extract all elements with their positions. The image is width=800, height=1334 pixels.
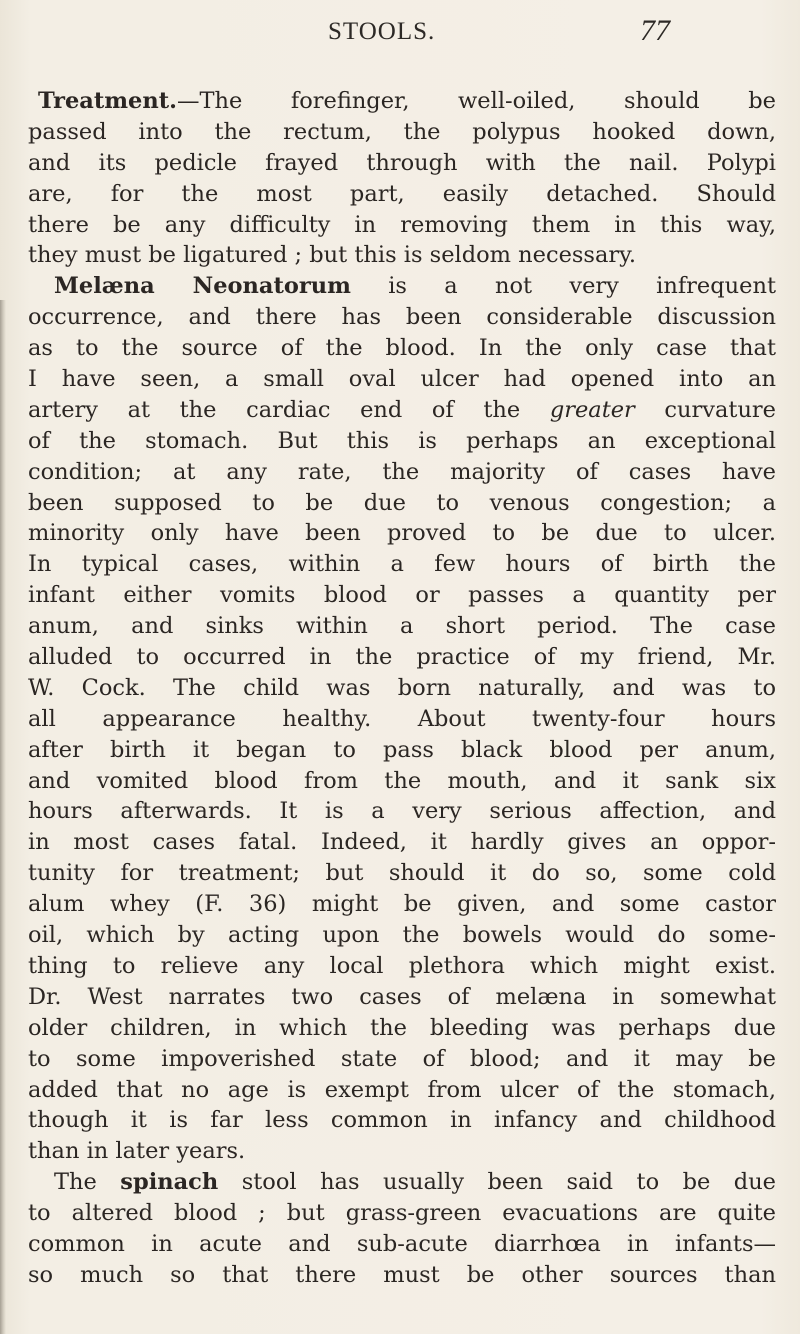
text-line [28,117,776,148]
line-text: thing to relieve any local plethora which might exist. [28,952,776,979]
text-line [28,518,776,549]
line-text: —The forefinger, well-oiled, should be [176,88,776,114]
page-number: 77 [640,14,670,47]
line-text: they must be ligatured ; but this is seldom necessary. [28,242,637,269]
page-header [0,12,800,62]
text-line [28,1044,776,1075]
line-text: after birth it began to pass black blood per anum, [28,736,776,763]
line-text: of the stomach. But this is perhaps an exceptional [28,427,776,454]
line-text: curvature [634,396,776,423]
line-text: oil, which by acting upon the bowels would do some- [28,922,776,949]
text-line [28,179,776,210]
line-text: common in acute and sub-acute diarrhœa in infants— [28,1230,776,1257]
text-line [28,302,776,333]
line-text: to some impoverished state of blood; and it may be [28,1045,776,1072]
line-text: there be any difficulty in removing them in this way, [28,211,776,238]
text-line [28,1105,776,1136]
text-line [28,240,776,271]
text-line [28,704,776,735]
text-line [28,920,776,951]
text-line [28,333,776,364]
line-text: Dr. West narrates two cases of melæna in somewhat [28,983,776,1010]
text-line [28,210,776,241]
line-text: though it is far less common in infancy and childhood [28,1107,776,1134]
text-line [28,951,776,982]
line-text: as to the source of the blood. In the only case that [28,335,776,362]
line-text: W. Cock. The child was born naturally, and was to [28,674,776,701]
text-line [28,611,776,642]
emphasis-text: Melæna Neonatorum [54,273,351,300]
text-line [28,1229,776,1260]
text-line [28,1013,776,1044]
body-text [28,86,776,1291]
line-text: so much so that there must be other sources than [28,1261,776,1288]
line-text: The [54,1169,121,1196]
text-line [28,426,776,457]
text-line [28,642,776,673]
line-text: been supposed to be due to venous congestion; a [28,489,776,516]
text-line [28,1198,776,1229]
line-text: passed into the rectum, the polypus hooked down, [28,118,776,145]
line-text: minority only have been proved to be due to ulcer. [28,520,776,547]
line-text: older children, in which the bleeding was perhaps due [28,1014,776,1041]
text-line [28,858,776,889]
line-text: in most cases fatal. Indeed, it hardly gives an oppor- [28,829,776,856]
text-line [28,86,776,117]
line-text: is a not very infrequent [350,273,776,300]
text-line [28,580,776,611]
text-line [28,1136,776,1167]
text-line [28,735,776,766]
text-line [28,364,776,395]
line-text: are, for the most part, easily detached. Should [28,180,776,207]
emphasis-text: spinach [120,1169,219,1196]
text-line [28,271,776,302]
line-text: all appearance healthy. About twenty-four hours [28,705,776,732]
text-line [28,488,776,519]
text-line [28,457,776,488]
emphasis-text: Treatment. [38,88,177,114]
line-text: tunity for treatment; but should it do so, some cold [28,860,776,887]
line-text: condition; at any rate, the majority of cases have [28,458,776,485]
text-line [28,148,776,179]
text-line [28,889,776,920]
line-text: alum whey (F. 36) might be given, and some castor [28,891,776,918]
text-line [28,1260,776,1291]
line-text: added that no age is exempt from ulcer of the stomach, [28,1076,776,1103]
text-line [28,1167,776,1198]
line-text: hours afterwards. It is a very serious affection, and [28,798,776,825]
line-text: than in later years. [28,1138,246,1165]
line-text: and its pedicle frayed through with the nail. Polypi [28,149,776,176]
line-text: occurrence, and there has been considerable discussion [28,304,776,331]
line-text: and vomited blood from the mouth, and it sank six [28,767,776,794]
line-text: alluded to occurred in the practice of my friend, Mr. [28,644,776,671]
line-text: infant either vomits blood or passes a quantity per [28,582,776,609]
binding-shadow [0,300,6,1334]
text-line [28,1075,776,1106]
line-text: artery at the cardiac end of the [28,396,550,423]
running-head: STOOLS. [328,18,436,45]
text-line [28,549,776,580]
text-line [28,982,776,1013]
text-line [28,766,776,797]
emphasis-text: greater [549,396,635,423]
text-line [28,796,776,827]
line-text: I have seen, a small oval ulcer had opened into an [28,366,776,393]
text-line [28,395,776,426]
line-text: anum, and sinks within a short period. The case [28,613,776,640]
line-text: to altered blood ; but grass-green evacuations are quite [28,1200,776,1227]
line-text: In typical cases, within a few hours of birth the [28,551,776,578]
text-line [28,673,776,704]
text-line [28,827,776,858]
line-text: stool has usually been said to be due [218,1169,776,1196]
